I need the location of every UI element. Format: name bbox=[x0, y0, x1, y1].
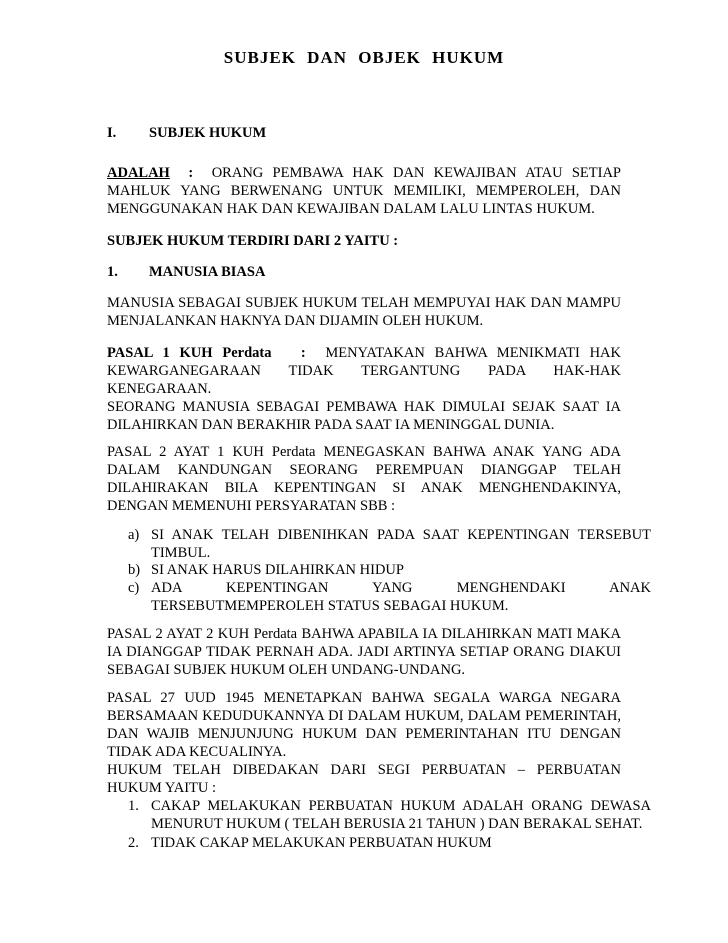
section-heading-subjek-hukum bbox=[107, 124, 621, 142]
pasal1-separator: : bbox=[271, 345, 326, 361]
hukum-dibedakan-paragraph: HUKUM TELAH DIBEDAKAN DARI SEGI PERBUATAN – PERBUATAN HUKUM YAITU : bbox=[107, 762, 621, 796]
pasal1-label: PASAL 1 KUH Perdata bbox=[107, 345, 272, 361]
section-number: I. bbox=[107, 125, 117, 141]
action-text: CAKAP MELAKUKAN PERBUATAN HUKUM ADALAH ORANG DEWASA MENURUT HUKUM ( TELAH BERUSIA 21 TAHUN ) DAN BERAKAL SEHAT. bbox=[151, 798, 651, 832]
pasal2-ayat1-paragraph: PASAL 2 AYAT 1 KUH Perdata MENEGASKAN BAHWA ANAK YANG ADA DALAM KANDUNGAN SEORANG PEREMPUAN DIANGGAP TELAH DILAHIRAKAN BILA KEPENTINGAN SI ANAK MENGHENDAKINYA, DENGAN MEMENUHI PERSYARATAN SBB : bbox=[107, 444, 621, 514]
pasal2-ayat2-paragraph: PASAL 2 AYAT 2 KUH Perdata BAHWA APABILA IA DILAHIRKAN MATI MAKA IA DIANGGAP TIDAK PERNAH ADA. JADI ARTINYA SETIAP ORANG DIAKUI SEBAGAI SUBJEK HUKUM OLEH UNDANG-UNDANG. bbox=[107, 626, 621, 678]
definition-paragraph bbox=[107, 164, 621, 218]
condition-item-c bbox=[128, 579, 651, 615]
subsection-label: MANUSIA BIASA bbox=[149, 264, 266, 280]
subsection-number: 1. bbox=[107, 264, 118, 280]
condition-text: SI ANAK HARUS DILAHIRKAN HIDUP bbox=[151, 562, 404, 578]
definition-term: ADALAH bbox=[107, 165, 170, 181]
section-label: SUBJEK HUKUM bbox=[149, 125, 267, 141]
action-marker: 2. bbox=[128, 835, 139, 851]
definition-separator: : bbox=[169, 165, 212, 181]
condition-item-b bbox=[128, 561, 651, 579]
action-item-1 bbox=[128, 797, 651, 833]
pasal27-paragraph: PASAL 27 UUD 1945 MENETAPKAN BAHWA SEGALA WARGA NEGARA BERSAMAAN KEDUDUKANNYA DI DALAM HUKUM, DALAM PEMERINTAH, DAN WAJIB MENJUNJUNG HUKUM DAN PEMERINTAHAN ITU DENGAN TIDAK ADA KECUALINYA. bbox=[107, 690, 621, 760]
action-text: TIDAK CAKAP MELAKUKAN PERBUATAN HUKUM bbox=[151, 835, 492, 851]
condition-marker: b) bbox=[128, 562, 141, 578]
definition-text: ORANG PEMBAWA HAK DAN KEWAJIBAN ATAU SETIAP MAHLUK YANG BERWENANG UNTUK MEMILIKI, MEMPEROLEH, DAN MENGGUNAKAN HAK DAN KEWAJIBAN DALAM LALU LINTAS HUKUM. bbox=[107, 165, 621, 217]
condition-text: SI ANAK TELAH DIBENIHKAN PADA SAAT KEPENTINGAN TERSEBUT TIMBUL. bbox=[151, 527, 651, 561]
condition-marker: a) bbox=[128, 527, 140, 543]
condition-item-a bbox=[128, 526, 651, 562]
subsection-heading-manusia-biasa bbox=[107, 263, 621, 281]
document-title: SUBJEK DAN OBJEK HUKUM bbox=[223, 48, 505, 67]
condition-marker: c) bbox=[128, 580, 140, 596]
subjek-hukum-consists-heading: SUBJEK HUKUM TERDIRI DARI 2 YAITU : bbox=[107, 233, 399, 249]
pasal1-text: MENYATAKAN BAHWA MENIKMATI HAK KEWARGANEGARAAN TIDAK TERGANTUNG PADA HAK-HAK KENEGARAAN. bbox=[107, 345, 621, 397]
seorang-paragraph: SEORANG MANUSIA SEBAGAI PEMBAWA HAK DIMULAI SEJAK SAAT IA DILAHIRKAN DAN BERAKHIR PADA SAAT IA MENINGGAL DUNIA. bbox=[107, 399, 621, 433]
action-marker: 1. bbox=[128, 798, 139, 814]
pasal1-paragraph bbox=[107, 344, 621, 398]
condition-text: ADA KEPENTINGAN YANG MENGHENDAKI ANAK TERSEBUTMEMPEROLEH STATUS SEBAGAI HUKUM. bbox=[151, 580, 651, 614]
action-item-2 bbox=[128, 834, 651, 852]
manusia-paragraph: MANUSIA SEBAGAI SUBJEK HUKUM TELAH MEMPUYAI HAK DAN MAMPU MENJALANKAN HAKNYA DAN DIJAMIN OLEH HUKUM. bbox=[107, 295, 621, 329]
